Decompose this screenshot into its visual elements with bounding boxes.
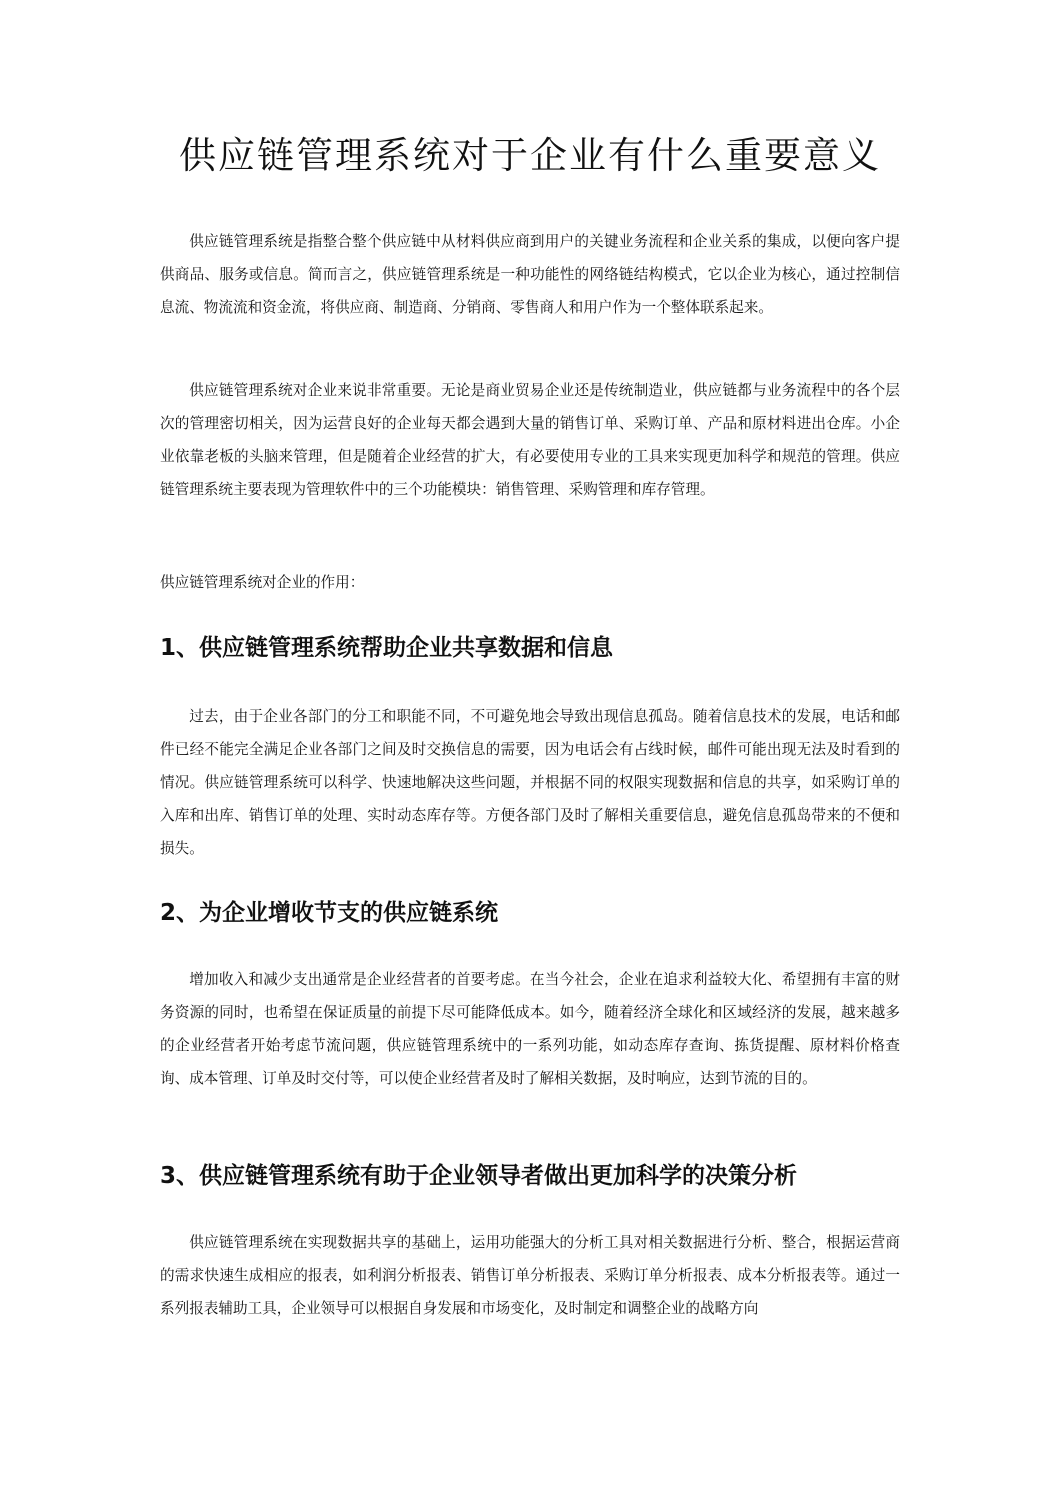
section-3-body: 供应链管理系统在实现数据共享的基础上，运用功能强大的分析工具对相关数据进行分析、整合，根据运营商的需求快速生成相应的报表，如利润分析报表、销售订单分析报表、采购订单分析报表、成本分析报表等。通过一系列报表辅助工具，企业领导可以根据自身发展和市场变化，及时制定和调整企业的战略方向 (160, 1234, 900, 1317)
document-title: 供应链管理系统对于企业有什么重要意义 (179, 134, 881, 177)
section-3-heading: 3、供应链管理系统有助于企业领导者做出更加科学的决策分析 (160, 1163, 798, 1189)
intro-paragraph-2: 供应链管理系统对企业来说非常重要。无论是商业贸易企业还是传统制造业，供应链都与业务流程中的各个层次的管理密切相关，因为运营良好的企业每天都会遇到大量的销售订单、采购订单、产品和原材料进出仓库。小企业依靠老板的头脑来管理，但是随着企业经营的扩大，有必要使用专业的工具来实现更加科学和规范的管理。供应链管理系统主要表现为管理软件中的三个功能模块：销售管理、采购管理和库存管理。 (160, 382, 900, 498)
section-1-body: 过去，由于企业各部门的分工和职能不同，不可避免地会导致出现信息孤岛。随着信息技术的发展，电话和邮件已经不能完全满足企业各部门之间及时交换信息的需要，因为电话会有占线时候，邮件可能出现无法及时看到的情况。供应链管理系统可以科学、快速地解决这些问题，并根据不同的权限实现数据和信息的共享，如采购订单的入库和出库、销售订单的处理、实时动态库存等。方便各部门及时了解相关重要信息，避免信息孤岛带来的不便和损失。 (160, 708, 900, 857)
section-1-heading: 1、供应链管理系统帮助企业共享数据和信息 (160, 635, 614, 661)
section-2-heading: 2、为企业增收节支的供应链系统 (160, 900, 499, 926)
section-2-body: 增加收入和减少支出通常是企业经营者的首要考虑。在当今社会，企业在追求利益较大化、希望拥有丰富的财务资源的同时，也希望在保证质量的前提下尽可能降低成本。如今，随着经济全球化和区域经济的发展，越来越多的企业经营者开始考虑节流问题，供应链管理系统中的一系列功能，如动态库存查询、拣货提醒、原材料价格查询、成本管理、订单及时交付等，可以使企业经营者及时了解相关数据，及时响应，达到节流的目的。 (160, 971, 900, 1087)
intro-paragraph-1: 供应链管理系统是指整合整个供应链中从材料供应商到用户的关键业务流程和企业关系的集成，以便向客户提供商品、服务或信息。简而言之，供应链管理系统是一种功能性的网络链结构模式，它以企业为核心，通过控制信息流、物流流和资金流，将供应商、制造商、分销商、零售商人和用户作为一个整体联系起来。 (160, 233, 900, 316)
intro-paragraph-3: 供应链管理系统对企业的作用： (160, 574, 365, 591)
